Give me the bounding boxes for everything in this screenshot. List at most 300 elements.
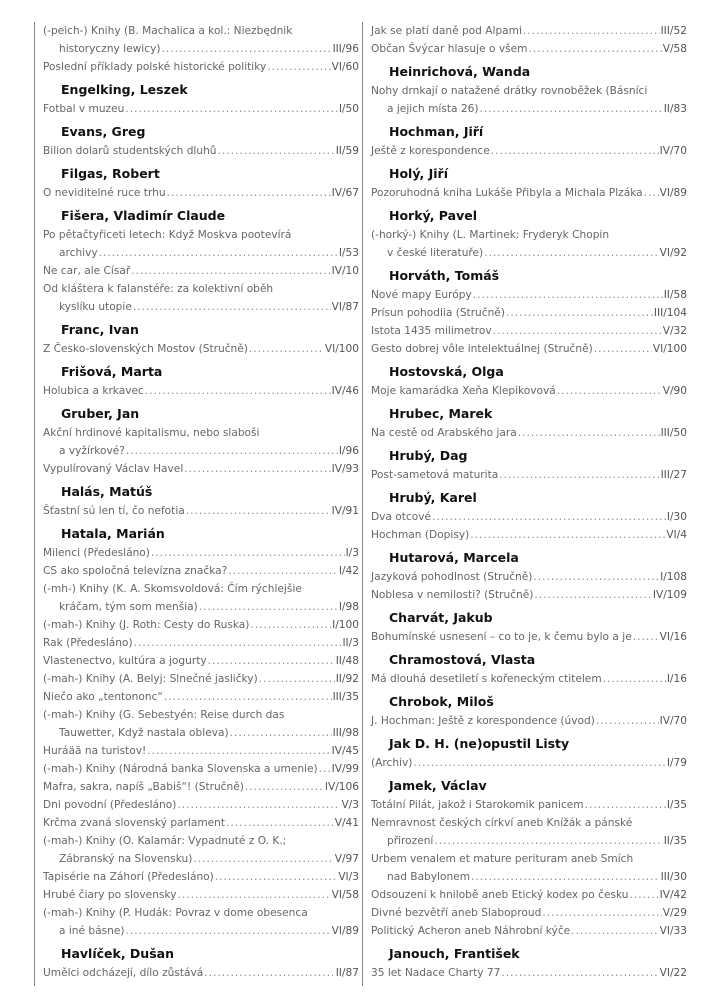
index-entry (43, 778, 359, 796)
page-reference: III/30 (660, 871, 687, 883)
dot-leader (518, 424, 660, 442)
dot-leader (557, 382, 662, 400)
dot-leader (533, 568, 659, 586)
index-entry (371, 304, 687, 322)
index-entry (371, 586, 687, 604)
entry-title-line: Tauwetter, Když nastala obleva) (59, 727, 229, 739)
entry-line (371, 886, 687, 904)
entry-line (371, 568, 687, 586)
entry-title-line: (Archiv) (371, 757, 413, 769)
index-entry (371, 796, 687, 814)
author-block (43, 164, 359, 202)
index-entry (371, 850, 687, 886)
entry-title-line: v české literatuře) (387, 247, 484, 259)
index-entry (371, 322, 687, 340)
entry-title-line: Istota 1435 milimetrov (371, 325, 492, 337)
entry-line (43, 922, 359, 940)
page-reference: I/30 (666, 511, 687, 523)
entry-title-line: J. Hochman: Ještě z korespondence (úvod) (371, 715, 595, 727)
entry-title-line: (-mah-) Knihy (J. Roth: Cesty do Ruska) (43, 619, 250, 631)
entry-line (43, 562, 359, 580)
entry-line (371, 382, 687, 400)
page-reference: V/58 (662, 43, 687, 55)
entry-title-line: Odsouzeni k hnilobě aneb Etický kodex po česku (371, 889, 629, 901)
page-reference: VI/16 (659, 631, 687, 643)
entry-title-line: Od kláštera k falanstéře: za kolektivní oběh (43, 283, 274, 295)
author-block (43, 482, 359, 520)
entry-title-line: Nohy drnkají o natažené drátky rovnoběžek (Básníci (371, 85, 648, 97)
page-reference: II/59 (335, 145, 359, 157)
author-block (371, 776, 687, 940)
author-heading: Hochman, Jiří (389, 124, 484, 139)
dot-leader (501, 964, 658, 982)
entry-title-line: Bilion dolarů studentských dluhů (43, 145, 217, 157)
entry-line (43, 442, 359, 460)
index-entry (43, 832, 359, 868)
author-block (371, 692, 687, 730)
page-reference: V/3 (341, 799, 359, 811)
author-block (43, 404, 359, 478)
entry-line (371, 322, 687, 340)
dot-leader (184, 460, 330, 478)
entry-line (43, 244, 359, 262)
page-reference: VI/58 (331, 889, 359, 901)
page-reference: II/87 (335, 967, 359, 979)
index-entry (371, 340, 687, 358)
entry-line (43, 814, 359, 832)
author-block (371, 206, 687, 262)
author-heading: Janouch, František (389, 946, 520, 961)
index-entry (43, 22, 359, 58)
dot-leader (193, 850, 333, 868)
entry-line (43, 502, 359, 520)
entry-title-line: Hochman (Dopisy) (371, 529, 470, 541)
page-reference: VI/100 (652, 343, 687, 355)
entry-title-line: Občan Švýcar hlasuje o všem (371, 43, 528, 55)
index-entry (371, 40, 687, 58)
entry-title-line: Mafra, sakra, napíš „Babiš“! (Stručně) (43, 781, 244, 793)
page-reference: IV/70 (659, 145, 687, 157)
page-reference: I/3 (345, 547, 359, 559)
dot-leader (493, 322, 662, 340)
page-reference: I/35 (666, 799, 687, 811)
page-reference: VI/100 (324, 343, 359, 355)
page-reference: VI/4 (666, 529, 687, 541)
entry-line (371, 244, 687, 262)
entry-title-line: (-mah-) Knihy (Národná banka Slovenska a umenie) (43, 763, 318, 775)
entry-title-line: Fotbal v muzeu (43, 103, 125, 115)
entry-title-line: (-mah-) Knihy (G. Sebestyén: Reise durch das (43, 709, 285, 721)
author-block (43, 22, 359, 76)
page-reference: I/42 (338, 565, 359, 577)
entry-line (43, 724, 359, 742)
index-entry (43, 904, 359, 940)
author-heading: Evans, Greg (61, 124, 146, 139)
entry-title-line: Po pětačtyřiceti letech: Když Moskva pootevírá (43, 229, 292, 241)
dot-leader (319, 760, 331, 778)
dot-leader (249, 340, 324, 358)
author-heading: Fišera, Vladimír Claude (61, 208, 226, 223)
entry-line (43, 886, 359, 904)
index-entry (371, 184, 687, 202)
page-reference: II/35 (663, 835, 687, 847)
entry-line (371, 670, 687, 688)
entry-title-line: Totální Pilát, jakož i Starokomik panicem (371, 799, 584, 811)
entry-title-line: Vypulírovaný Václav Havel (43, 463, 184, 475)
author-block (371, 548, 687, 604)
index-entry (43, 142, 359, 160)
dot-leader (630, 886, 659, 904)
entry-title-line: kráčam, tým som menšia) (59, 601, 198, 613)
entry-title-line: Poslední příklady polské historické politiky (43, 61, 267, 73)
page-reference: VI/3 (338, 871, 359, 883)
page-reference: I/50 (338, 103, 359, 115)
author-block (371, 122, 687, 160)
page-reference: II/48 (335, 655, 359, 667)
author-block (43, 524, 359, 940)
author-heading: Hrubec, Marek (389, 406, 493, 421)
entry-title-line: nad Babylonem (387, 871, 471, 883)
page-reference: IV/70 (659, 715, 687, 727)
index-entry (43, 460, 359, 478)
dot-leader (434, 832, 662, 850)
index-entry (43, 796, 359, 814)
entry-title-line: a jejich místa 26) (387, 103, 479, 115)
dot-leader (208, 652, 335, 670)
entry-title-line: Divné bezvětří aneb Slaboproud (371, 907, 542, 919)
index-entry (371, 22, 687, 40)
index-entry (43, 886, 359, 904)
entry-title-line: Šťastní sú len tí, čo nefotia (43, 505, 185, 517)
entry-line (371, 142, 687, 160)
dot-leader (133, 298, 331, 316)
dot-leader (413, 754, 665, 772)
dot-leader (161, 40, 331, 58)
author-heading: Engelking, Leszek (61, 82, 188, 97)
index-entry (371, 424, 687, 442)
index-entry (371, 82, 687, 118)
index-entry (43, 262, 359, 280)
dot-leader (471, 868, 660, 886)
entry-line (43, 382, 359, 400)
entry-title-line: Bohumínské usnesení – co to je, k čemu bylo a je (371, 631, 632, 643)
entry-line (371, 40, 687, 58)
entry-title-line: O neviditelné ruce trhu (43, 187, 166, 199)
author-block (43, 362, 359, 400)
author-block (43, 944, 359, 982)
entry-title-line: Post-sametová maturita (371, 469, 499, 481)
author-heading: Hatala, Marián (61, 526, 165, 541)
entry-line (371, 466, 687, 484)
entry-line (43, 868, 359, 886)
page-reference: V/32 (662, 325, 687, 337)
page-reference: VI/92 (659, 247, 687, 259)
entry-line (43, 40, 359, 58)
entry-title-line: (-mah-) Knihy (O. Kalamár: Vypadnuté z O. K.; (43, 835, 287, 847)
entry-title-line: Nové mapy Európy (371, 289, 472, 301)
page-reference: III/52 (660, 25, 687, 37)
dot-leader (177, 796, 340, 814)
author-block (371, 22, 687, 58)
dot-leader (228, 562, 338, 580)
index-entry (371, 568, 687, 586)
entry-title-line: kyslíku utopie (59, 301, 132, 313)
entry-line (43, 598, 359, 616)
author-block (371, 404, 687, 442)
index-entry (43, 814, 359, 832)
author-heading: Frišová, Marta (61, 364, 163, 379)
entry-line (43, 100, 359, 118)
index-entry (371, 466, 687, 484)
dot-leader (585, 796, 666, 814)
author-block (43, 320, 359, 358)
index-entry (371, 286, 687, 304)
index-entry (43, 616, 359, 634)
entry-title-line: (-mah-) Knihy (A. Belyj: Slnečné jasličky) (43, 673, 258, 685)
author-block (371, 164, 687, 202)
entry-title-line: přirození (387, 835, 434, 847)
dot-leader (633, 628, 659, 646)
page-reference: V/90 (662, 385, 687, 397)
dot-leader (528, 40, 661, 58)
index-entry (371, 142, 687, 160)
page-reference: IV/93 (331, 463, 359, 475)
entry-line (371, 904, 687, 922)
entry-title-line: 35 let Nadace Charty 77 (371, 967, 501, 979)
entry-title-line: Dni povodní (Předesláno) (43, 799, 177, 811)
entry-title-line: Vlastenectvo, kultúra a jogurty (43, 655, 207, 667)
index-entry (371, 922, 687, 940)
entry-line (43, 58, 359, 76)
page-reference: VI/89 (659, 187, 687, 199)
dot-leader (603, 670, 666, 688)
entry-title-line: Pozoruhodná kniha Lukáše Přibyla a Michala Plzáka (371, 187, 643, 199)
entry-line (371, 922, 687, 940)
entry-line (43, 850, 359, 868)
entry-title-line: Ne car, ale Císař (43, 265, 131, 277)
entry-title-line: Prísun pohodlia (Stručně) (371, 307, 505, 319)
entry-line (371, 754, 687, 772)
dot-leader (186, 502, 331, 520)
index-entry (371, 226, 687, 262)
index-entry (371, 526, 687, 544)
author-heading: Horváth, Tomáš (389, 268, 500, 283)
dot-leader (470, 526, 665, 544)
entry-line (43, 616, 359, 634)
entry-title-line: Rak (Předesláno) (43, 637, 133, 649)
page-reference: III/96 (332, 43, 359, 55)
page-reference: IV/106 (324, 781, 359, 793)
index-entry (43, 688, 359, 706)
author-block (43, 80, 359, 118)
index-entry (43, 670, 359, 688)
entry-line (43, 778, 359, 796)
index-entry (371, 712, 687, 730)
author-heading: Franc, Ivan (61, 322, 139, 337)
entry-title-line: Jak se platí daně pod Alpami (371, 25, 522, 37)
author-block (371, 62, 687, 118)
index-entry (43, 502, 359, 520)
author-block (43, 122, 359, 160)
dot-leader (226, 814, 334, 832)
index-entry (43, 742, 359, 760)
entry-line (371, 22, 687, 40)
index-column-right (362, 22, 687, 986)
index-entry (43, 226, 359, 262)
entry-title-line: (-mah-) Knihy (P. Hudák: Povraz v dome obesenca (43, 907, 308, 919)
entry-title-line: Má dlouhá desetiletí s kořeneckým ctitelem (371, 673, 602, 685)
entry-line (371, 832, 687, 850)
entry-title-line: Noblesa v nemilosti? (Stručně) (371, 589, 534, 601)
index-entry (43, 544, 359, 562)
dot-leader (245, 778, 324, 796)
dot-leader (218, 142, 335, 160)
entry-title-line: Moje kamarádka Xeňa Klepikovová (371, 385, 556, 397)
index-entry (43, 706, 359, 742)
entry-line (371, 712, 687, 730)
entry-title-line: Huráää na turistov! (43, 745, 147, 757)
entry-title-line: Ještě z korespondence (371, 145, 490, 157)
author-heading: Horký, Pavel (389, 208, 477, 223)
author-block (371, 608, 687, 646)
entry-line (371, 508, 687, 526)
entry-line (43, 796, 359, 814)
dot-leader (250, 616, 331, 634)
author-heading: Halás, Matúš (61, 484, 153, 499)
index-entry (371, 670, 687, 688)
entry-title-line: Politický Acheron aneb Náhrobní kýče (371, 925, 571, 937)
entry-line (371, 964, 687, 982)
index-entry (43, 580, 359, 616)
entry-line (43, 340, 359, 358)
page-reference: I/96 (338, 445, 359, 457)
page-reference: I/98 (338, 601, 359, 613)
entry-line (371, 100, 687, 118)
author-heading: Chramostová, Vlasta (389, 652, 536, 667)
dot-leader (167, 184, 331, 202)
entry-line (43, 460, 359, 478)
page-reference: II/92 (335, 673, 359, 685)
dot-leader (491, 142, 659, 160)
page-reference: I/16 (666, 673, 687, 685)
entry-title-line: a vyžírkové? (59, 445, 125, 457)
dot-leader (134, 634, 342, 652)
dot-leader (542, 904, 661, 922)
dot-leader (259, 670, 335, 688)
page-reference: IV/10 (331, 265, 359, 277)
entry-line (371, 586, 687, 604)
dot-leader (267, 58, 330, 76)
author-block (371, 362, 687, 400)
page-reference: I/53 (338, 247, 359, 259)
page-reference: III/104 (653, 307, 687, 319)
dot-leader (484, 244, 658, 262)
entry-line (371, 796, 687, 814)
page-reference: VI/89 (331, 925, 359, 937)
entry-title-line: Akční hrdinové kapitalismu, nebo slaboši (43, 427, 260, 439)
dot-leader (571, 922, 658, 940)
entry-line (43, 262, 359, 280)
dot-leader (499, 466, 659, 484)
index-entry (371, 814, 687, 850)
index-entry (43, 868, 359, 886)
entry-line (43, 184, 359, 202)
index-entry (43, 184, 359, 202)
dot-leader (473, 286, 663, 304)
page-reference: II/83 (663, 103, 687, 115)
author-heading: Charvát, Jakub (389, 610, 493, 625)
dot-leader (230, 724, 332, 742)
dot-leader (99, 244, 338, 262)
index-entry (43, 382, 359, 400)
entry-line (43, 688, 359, 706)
entry-title-line: Jazyková pohodlnost (Stručně) (371, 571, 533, 583)
author-block (371, 944, 687, 982)
author-heading: Chrobok, Miloš (389, 694, 494, 709)
page-reference: I/108 (660, 571, 687, 583)
index-entry (43, 964, 359, 982)
author-heading: Jamek, Václav (389, 778, 487, 793)
entry-line (43, 634, 359, 652)
entry-line (371, 424, 687, 442)
entry-title-line: Na cestě od Arabského jara (371, 427, 517, 439)
entry-title-line: (-horký-) Knihy (L. Martinek: Fryderyk Chopin (371, 229, 610, 241)
entry-line (371, 340, 687, 358)
dot-leader (594, 340, 652, 358)
index-entry (43, 58, 359, 76)
author-heading: Jak D. H. (ne)opustil Listy (389, 736, 570, 751)
index-entry (371, 904, 687, 922)
index-entry (371, 754, 687, 772)
entry-title-line: CS ako spoločná televízna značka? (43, 565, 228, 577)
entry-line (371, 304, 687, 322)
page-reference: IV/91 (331, 505, 359, 517)
entry-line (43, 760, 359, 778)
index-entry (43, 424, 359, 460)
entry-title-line: (-mh-) Knihy (K. A. Skomsvoldová: Čím rýchlejšie (43, 583, 302, 595)
dot-leader (164, 688, 332, 706)
author-heading: Filgas, Robert (61, 166, 160, 181)
dot-leader (125, 100, 337, 118)
page-reference: IV/109 (652, 589, 687, 601)
page-reference: IV/45 (331, 745, 359, 757)
dot-leader (126, 922, 331, 940)
entry-title-line: Niečo ako „tentononc“ (43, 691, 163, 703)
entry-title-line: Z Česko-slovenských Mostov (Stručně) (43, 343, 248, 355)
page-reference: I/100 (332, 619, 359, 631)
entry-title-line: Umělci odcházejí, dílo zůstává (43, 967, 204, 979)
entry-title-line: Milenci (Předesláno) (43, 547, 150, 559)
entry-line (43, 742, 359, 760)
author-block (43, 206, 359, 316)
page-reference: V/97 (334, 853, 359, 865)
index-entry (43, 760, 359, 778)
index-entry (43, 634, 359, 652)
author-heading: Hrubý, Karel (389, 490, 477, 505)
dot-leader (215, 868, 338, 886)
dot-leader (534, 586, 651, 604)
author-block (371, 734, 687, 772)
author-heading: Hutarová, Marcela (389, 550, 519, 565)
author-heading: Holý, Jiří (389, 166, 448, 181)
entry-title-line: (-peich-) Knihy (B. Machalica a kol.: Niezbędnik (43, 25, 293, 37)
dot-leader (432, 508, 666, 526)
dot-leader (177, 886, 330, 904)
entry-line (371, 868, 687, 886)
entry-title-line: Urbem venalem et mature perituram aneb Smích (371, 853, 634, 865)
entry-title-line: historyczny lewicy) (59, 43, 161, 55)
dot-leader (644, 184, 659, 202)
